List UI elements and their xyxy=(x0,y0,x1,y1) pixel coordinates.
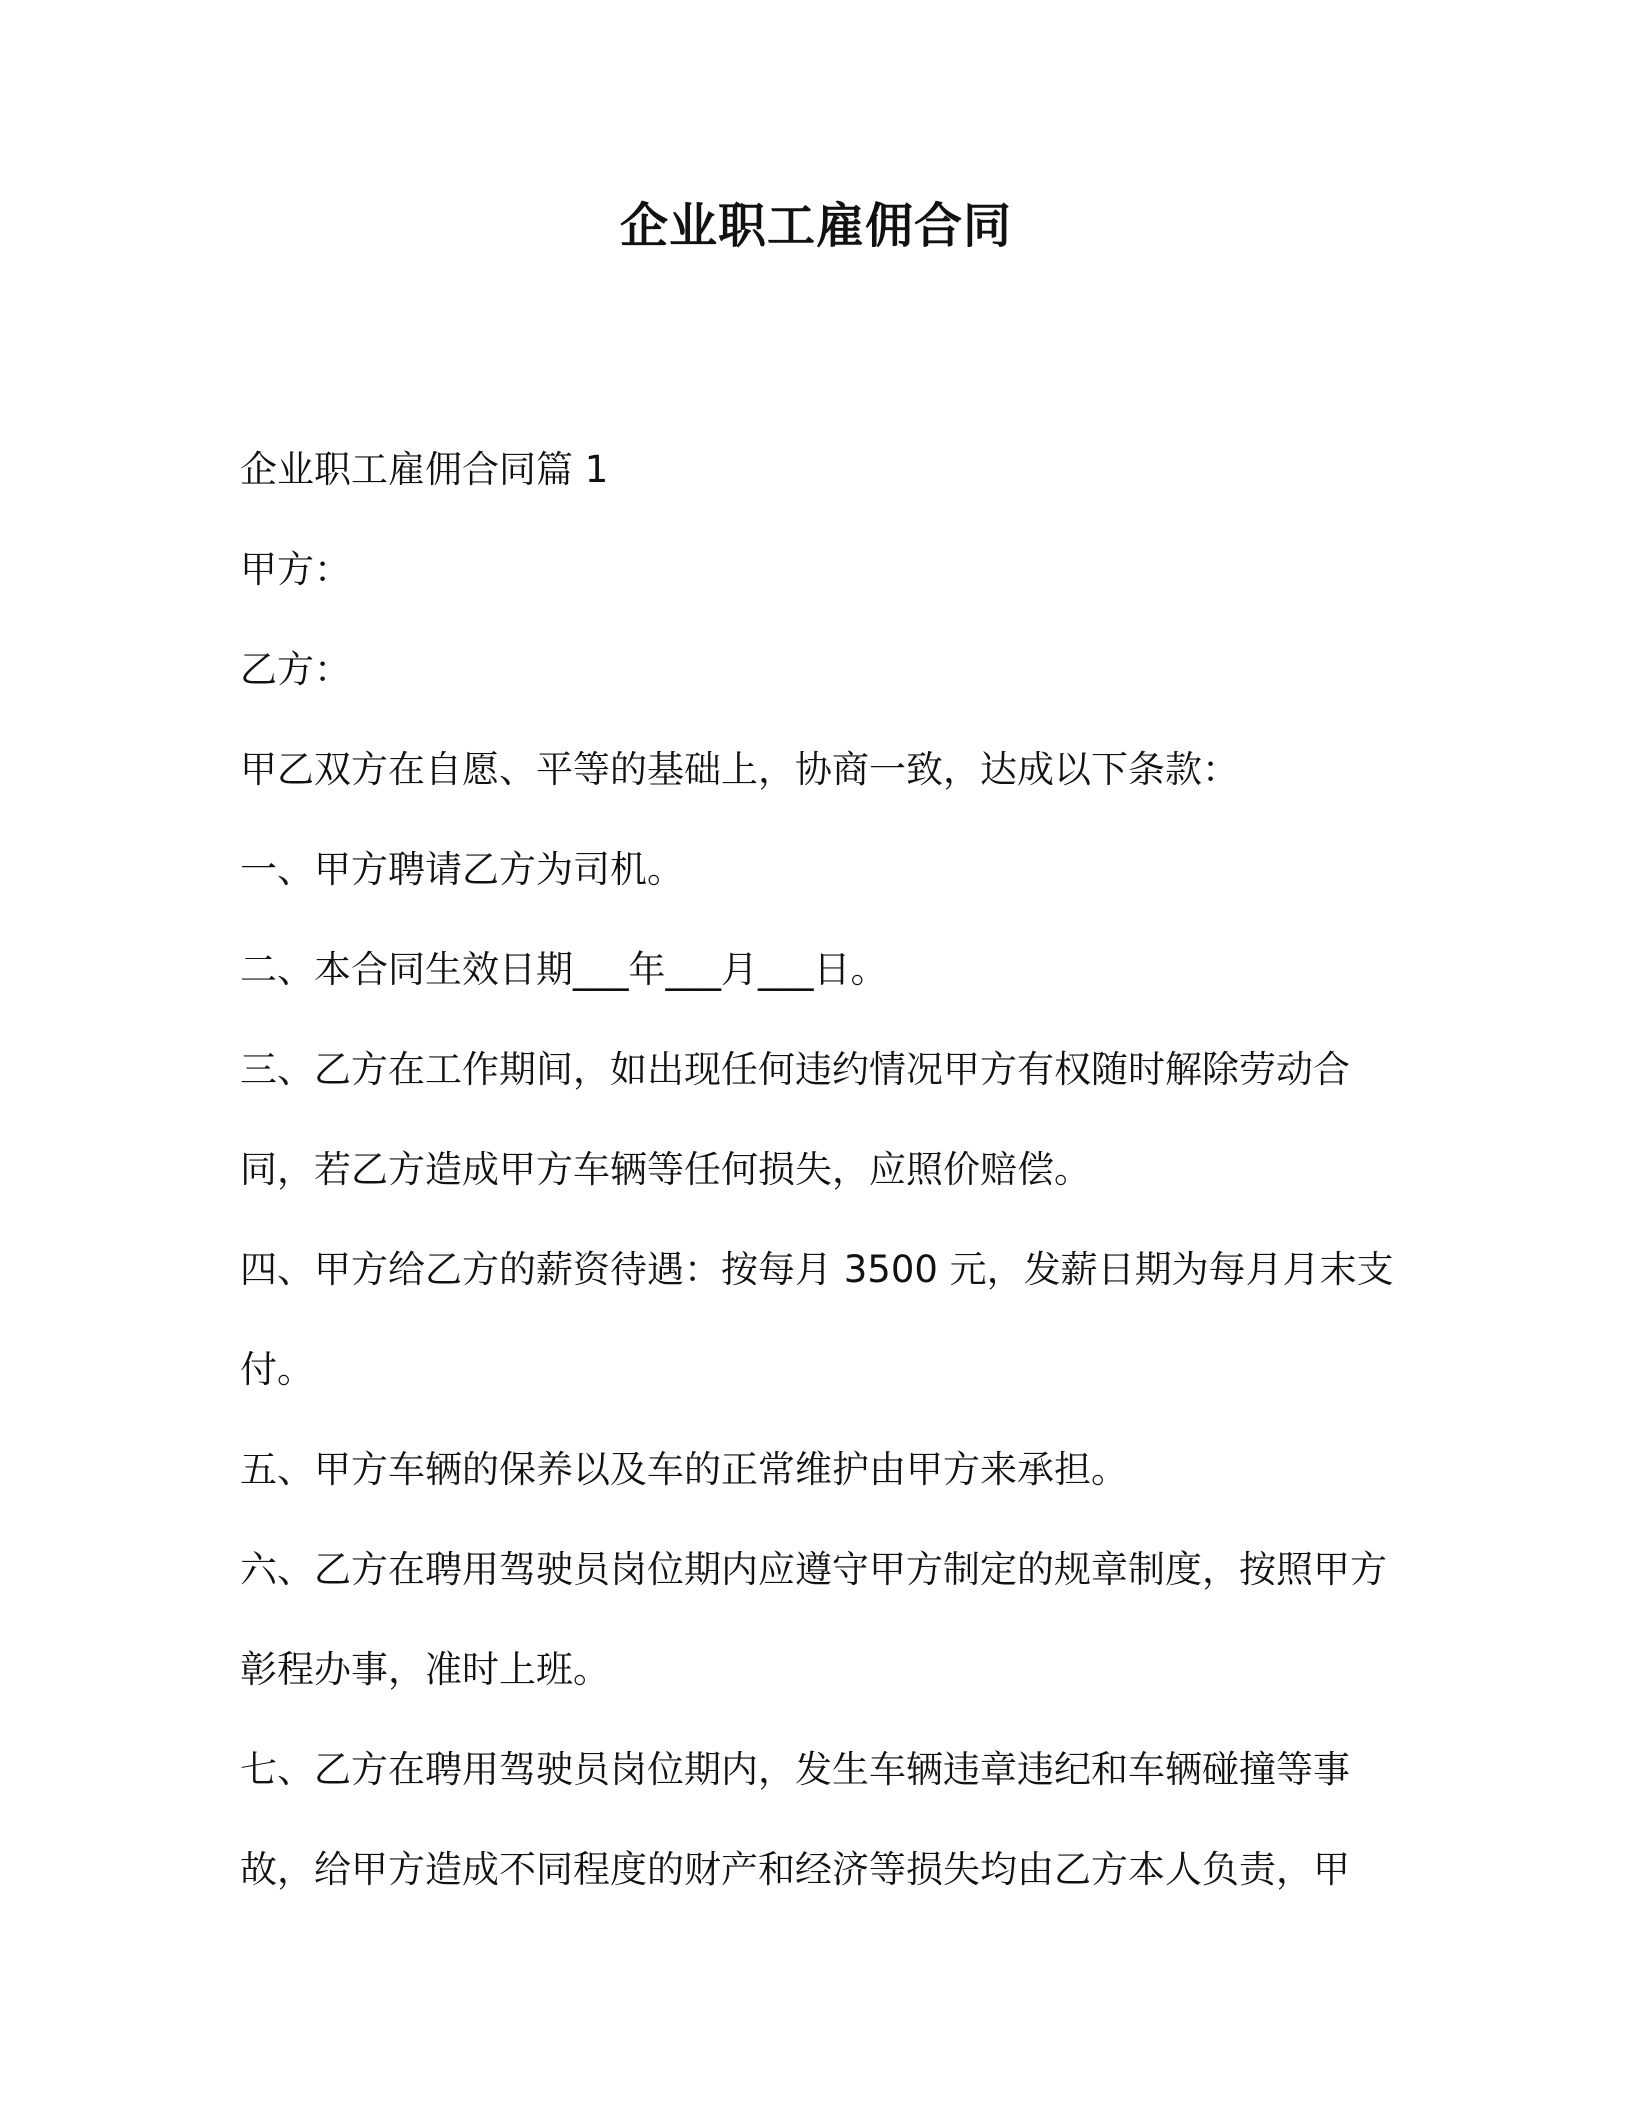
clause-1: 一、甲方聘请乙方为司机。 xyxy=(240,848,684,891)
clause-7: 七、乙方在聘用驾驶员岗位期内，发生车辆违章违纪和车辆碰撞等事故，给甲方造成不同程度的财产和经济等损失均由乙方本人负责，甲 xyxy=(240,1748,1350,1891)
document-body xyxy=(240,420,1400,1920)
clause-2: 二、本合同生效日期___年___月___日。 xyxy=(240,948,888,991)
party-b-line: 乙方： xyxy=(240,648,351,691)
clause-5: 五、甲方车辆的保养以及车的正常维护由甲方来承担。 xyxy=(240,1448,1128,1491)
clause-4: 四、甲方给乙方的薪资待遇：按每月 3500 元，发薪日期为每月月末支付。 xyxy=(240,1248,1394,1391)
preamble: 甲乙双方在自愿、平等的基础上，协商一致，达成以下条款： xyxy=(240,748,1239,791)
clause-3: 三、乙方在工作期间，如出现任何违约情况甲方有权随时解除劳动合同，若乙方造成甲方车辆等任何损失，应照价赔偿。 xyxy=(240,1048,1350,1191)
party-a-line: 甲方： xyxy=(240,548,351,591)
section-heading: 企业职工雇佣合同篇 1 xyxy=(240,448,609,491)
clause-6: 六、乙方在聘用驾驶员岗位期内应遵守甲方制定的规章制度，按照甲方彰程办事，准时上班。 xyxy=(240,1548,1387,1691)
document-title: 企业职工雇佣合同 xyxy=(619,198,1012,254)
